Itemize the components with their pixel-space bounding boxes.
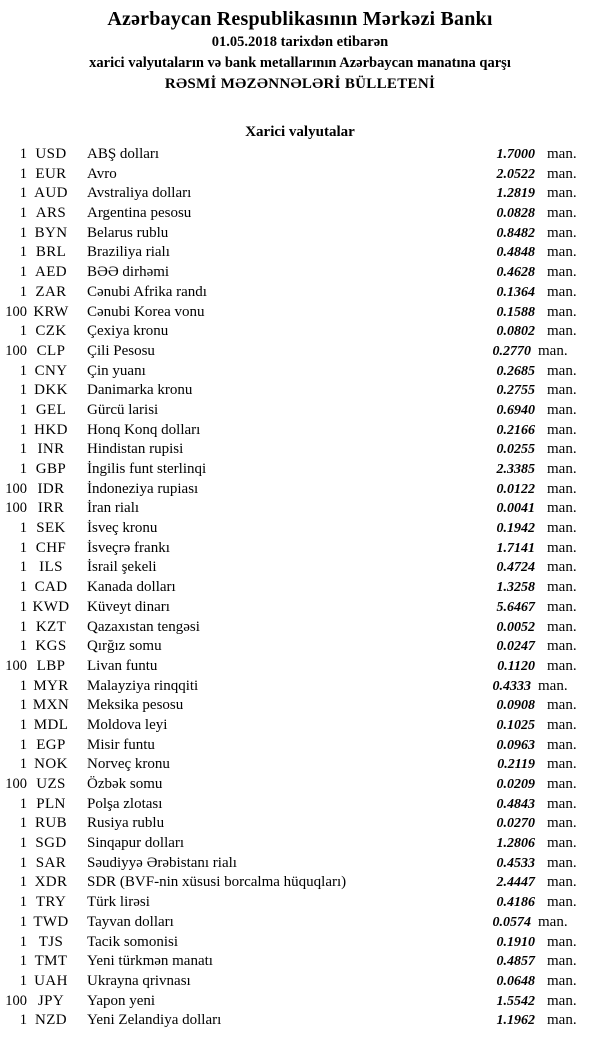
currency-name: İsveç kronu	[87, 520, 158, 537]
quantity: 1	[19, 953, 27, 970]
quantity: 1	[19, 382, 27, 399]
document-subtitle: xarici valyutaların və bank metallarının Azərbaycan manatına qarşı	[89, 55, 511, 71]
unit-label: man.	[547, 441, 577, 458]
unit-label: man.	[547, 362, 577, 379]
currency-code: CNY	[34, 362, 68, 379]
unit-label: man.	[547, 795, 577, 812]
rate-row	[0, 480, 600, 500]
rate-value: 0.4848	[496, 245, 535, 261]
rate-row	[0, 736, 600, 756]
quantity: 1	[19, 362, 27, 379]
rate-value: 0.0122	[496, 481, 535, 497]
currency-code: MYR	[33, 677, 69, 694]
unit-label: man.	[547, 382, 577, 399]
rate-value: 0.2770	[492, 343, 531, 359]
rate-row	[0, 873, 600, 893]
currency-code: AUD	[34, 185, 68, 202]
unit-label: man.	[547, 461, 577, 477]
quantity: 1	[19, 618, 27, 635]
rate-row	[0, 322, 600, 342]
unit-label: man.	[538, 342, 568, 359]
quantity: 1	[19, 441, 27, 458]
currency-code: ZAR	[35, 283, 67, 300]
rate-value: 0.1588	[496, 304, 535, 320]
rate-row	[0, 243, 600, 263]
rate-value: 1.1962	[496, 1013, 535, 1029]
unit-label: man.	[547, 835, 577, 852]
currency-code: SGD	[35, 835, 67, 852]
currency-name: Hindistan rupisi	[87, 441, 184, 458]
currency-name: Honq Konq dolları	[87, 421, 201, 438]
unit-label: man.	[547, 874, 577, 891]
rates-table	[0, 145, 600, 1031]
currency-code: TWD	[33, 913, 69, 930]
currency-code: BRL	[35, 244, 67, 261]
currency-code: TRY	[35, 894, 67, 911]
currency-name: Çin yuanı	[87, 362, 146, 379]
rate-row	[0, 381, 600, 401]
unit-label: man.	[547, 854, 577, 871]
currency-name: İndoneziya rupiası	[87, 480, 199, 497]
quantity: 1	[19, 894, 27, 911]
rate-row	[0, 716, 600, 736]
quantity: 1	[19, 835, 27, 852]
currency-code: KGS	[35, 638, 67, 655]
rate-value: 0.0648	[496, 973, 535, 989]
rate-value: 0.4533	[496, 855, 535, 871]
unit-label: man.	[547, 736, 577, 753]
rate-row	[0, 893, 600, 913]
currency-name: Yapon yeni	[87, 992, 156, 1009]
rate-row	[0, 834, 600, 854]
quantity: 1	[19, 1012, 27, 1029]
currency-code: KRW	[33, 303, 69, 320]
quantity: 1	[19, 559, 27, 576]
quantity: 1	[19, 579, 27, 596]
quantity: 1	[19, 736, 27, 753]
rate-row	[0, 539, 600, 559]
currency-code: UZS	[36, 776, 66, 792]
currency-name: Argentina pesosu	[87, 205, 192, 222]
currency-code: ARS	[35, 205, 67, 222]
quantity: 100	[5, 342, 27, 359]
currency-name: Avstraliya dolları	[87, 185, 192, 202]
rate-value: 0.2685	[496, 363, 535, 379]
rate-row	[0, 224, 600, 244]
rate-row	[0, 814, 600, 834]
unit-label: man.	[547, 146, 577, 162]
quantity: 100	[5, 480, 27, 497]
quantity: 100	[5, 657, 27, 674]
unit-label: man.	[547, 598, 577, 615]
currency-name: Yeni türkmən manatı	[87, 953, 213, 970]
unit-label: man.	[547, 323, 577, 340]
quantity: 1	[19, 972, 27, 989]
rate-value: 0.0574	[492, 914, 531, 930]
quantity: 1	[19, 165, 27, 182]
rate-row	[0, 401, 600, 421]
currency-name: Belarus rublu	[87, 224, 169, 241]
unit-label: man.	[547, 185, 577, 202]
unit-label: man.	[547, 657, 577, 674]
rate-row	[0, 578, 600, 598]
rate-value: 0.1120	[497, 658, 535, 674]
rate-row	[0, 303, 600, 323]
currency-name: Çexiya kronu	[87, 323, 169, 340]
rate-row	[0, 913, 600, 933]
unit-label: man.	[547, 638, 577, 655]
rate-value: 0.4628	[496, 265, 535, 281]
rate-row	[0, 598, 600, 618]
unit-label: man.	[538, 677, 568, 694]
currency-name: Misir funtu	[87, 736, 155, 753]
quantity: 100	[5, 500, 27, 517]
currency-name: Braziliya rialı	[87, 244, 170, 261]
quantity: 1	[19, 185, 27, 202]
currency-name: Yeni Zelandiya dolları	[87, 1012, 222, 1029]
currency-code: SAR	[35, 854, 67, 871]
currency-name: İran rialı	[87, 500, 140, 517]
quantity: 1	[19, 756, 27, 773]
currency-code: TMT	[34, 953, 68, 970]
currency-name: Tayvan dolları	[87, 913, 174, 930]
quantity: 1	[19, 598, 27, 615]
currency-code: LBP	[36, 657, 66, 674]
rate-row	[0, 933, 600, 953]
currency-name: İsrail şekeli	[87, 559, 157, 576]
unit-label: man.	[547, 480, 577, 497]
effective-date-line: 01.05.2018 tarixdən etibarən	[211, 34, 389, 50]
currency-name: Polşa zlotası	[87, 795, 163, 812]
rate-value: 2.0522	[496, 166, 535, 182]
currency-code: CLP	[36, 342, 66, 359]
rate-value: 0.1025	[496, 717, 535, 733]
rate-value: 0.0270	[496, 816, 535, 832]
rate-row	[0, 755, 600, 775]
currency-name: Səudiyyə Ərəbistanı rialı	[87, 854, 237, 871]
rate-row	[0, 618, 600, 638]
currency-name: Malayziya rinqqiti	[87, 677, 199, 694]
currency-code: USD	[35, 146, 67, 162]
currency-name: Kanada dolları	[87, 579, 176, 596]
bank-title: Azərbaycan Respublikasının Mərkəzi Bankı	[107, 8, 493, 30]
quantity: 1	[19, 697, 27, 714]
currency-name: Qazaxıstan tengəsi	[87, 618, 200, 635]
rate-row	[0, 952, 600, 972]
rate-value: 1.2819	[496, 186, 535, 202]
rate-row	[0, 972, 600, 992]
currency-code: EUR	[35, 165, 67, 182]
currency-code: UAH	[34, 972, 68, 989]
currency-name: Özbək somu	[87, 776, 163, 792]
rate-value: 0.4857	[496, 954, 535, 970]
currency-name: Meksika pesosu	[87, 697, 184, 714]
quantity: 1	[19, 815, 27, 832]
rate-value: 0.0802	[496, 324, 535, 340]
unit-label: man.	[547, 303, 577, 320]
unit-label: man.	[547, 401, 577, 418]
unit-label: man.	[547, 579, 577, 596]
currency-code: IRR	[37, 500, 65, 517]
currency-code: TJS	[38, 933, 64, 950]
quantity: 100	[5, 992, 27, 1009]
rate-value: 0.1942	[496, 521, 535, 537]
currency-name: İngilis funt sterlinqi	[87, 461, 207, 477]
rate-row	[0, 440, 600, 460]
currency-name: Qırğız somu	[87, 638, 162, 655]
rate-value: 0.4724	[496, 560, 535, 576]
rate-row	[0, 283, 600, 303]
rate-value: 0.1364	[496, 284, 535, 300]
quantity: 1	[19, 539, 27, 556]
unit-label: man.	[547, 933, 577, 950]
unit-label: man.	[547, 165, 577, 182]
currency-name: Cənubi Afrika randı	[87, 283, 207, 300]
rate-row	[0, 499, 600, 519]
currency-name: BƏƏ dirhəmi	[87, 264, 170, 281]
currency-name: Norveç kronu	[87, 756, 170, 773]
rate-value: 0.4843	[496, 796, 535, 812]
rate-value: 0.4333	[492, 678, 531, 694]
rate-row	[0, 657, 600, 677]
unit-label: man.	[547, 756, 577, 773]
rate-value: 0.0255	[496, 442, 535, 458]
currency-code: IDR	[37, 480, 65, 497]
unit-label: man.	[547, 500, 577, 517]
unit-label: man.	[538, 913, 568, 930]
rate-value: 0.0963	[496, 737, 535, 753]
unit-label: man.	[547, 283, 577, 300]
quantity: 1	[19, 913, 27, 930]
rate-row	[0, 696, 600, 716]
currency-code: MXN	[32, 697, 70, 714]
rate-value: 0.2119	[497, 757, 535, 773]
rate-row	[0, 362, 600, 382]
currency-code: MDL	[33, 716, 69, 733]
quantity: 1	[19, 933, 27, 950]
rate-value: 5.6467	[496, 599, 535, 615]
rate-row	[0, 775, 600, 795]
quantity: 1	[19, 461, 27, 477]
unit-label: man.	[547, 697, 577, 714]
rate-row	[0, 165, 600, 185]
rate-value: 0.0828	[496, 206, 535, 222]
quantity: 1	[19, 283, 27, 300]
quantity: 1	[19, 244, 27, 261]
rate-value: 0.0209	[496, 777, 535, 792]
quantity: 1	[19, 421, 27, 438]
currency-code: GEL	[35, 401, 67, 418]
currency-code: AED	[34, 264, 68, 281]
rate-value: 0.0247	[496, 639, 535, 655]
currency-name: SDR (BVF-nin xüsusi borcalma hüquqları)	[87, 874, 347, 891]
currency-code: BYN	[34, 224, 68, 241]
unit-label: man.	[547, 224, 577, 241]
rate-value: 1.7000	[496, 147, 535, 162]
rate-row	[0, 519, 600, 539]
quantity: 1	[19, 264, 27, 281]
currency-code: INR	[37, 441, 65, 458]
rate-value: 1.3258	[496, 580, 535, 596]
quantity: 100	[5, 776, 27, 792]
rate-value: 0.6940	[496, 402, 535, 418]
currency-name: Avro	[87, 165, 117, 182]
currency-code: RUB	[34, 815, 68, 832]
currency-code: CHF	[35, 539, 67, 556]
rate-row	[0, 1011, 600, 1031]
bulletin-title: RƏSMİ MƏZƏNNƏLƏRİ BÜLLETENİ	[164, 76, 436, 92]
currency-code: DKK	[34, 382, 68, 399]
unit-label: man.	[547, 520, 577, 537]
unit-label: man.	[547, 716, 577, 733]
rate-value: 0.0041	[496, 501, 535, 517]
quantity: 1	[19, 205, 27, 222]
rate-row	[0, 795, 600, 815]
rate-value: 2.4447	[496, 875, 535, 891]
unit-label: man.	[547, 244, 577, 261]
currency-code: ILS	[39, 559, 63, 576]
rate-value: 0.0052	[496, 619, 535, 635]
currency-name: Sinqapur dolları	[87, 835, 185, 852]
rate-row	[0, 992, 600, 1012]
unit-label: man.	[547, 992, 577, 1009]
rate-value: 0.0908	[496, 698, 535, 714]
currency-code: JPY	[37, 992, 65, 1009]
currency-code: CAD	[34, 579, 68, 596]
currency-code: XDR	[34, 874, 68, 891]
currency-name: Çili Pesosu	[87, 342, 155, 359]
unit-label: man.	[547, 421, 577, 438]
rate-value: 0.1910	[496, 934, 535, 950]
unit-label: man.	[547, 264, 577, 281]
currency-name: Ukrayna qrivnası	[87, 972, 191, 989]
currency-name: Tacik somonisi	[87, 933, 179, 950]
rate-row	[0, 204, 600, 224]
currency-name: ABŞ dolları	[87, 146, 160, 162]
rate-value: 1.7141	[496, 540, 535, 556]
rate-value: 0.8482	[496, 225, 535, 241]
currency-code: KZT	[35, 618, 67, 635]
quantity: 1	[19, 854, 27, 871]
quantity: 1	[19, 520, 27, 537]
rate-row	[0, 637, 600, 657]
quantity: 1	[19, 795, 27, 812]
unit-label: man.	[547, 1012, 577, 1029]
currency-name: Türk lirəsi	[87, 894, 150, 911]
currency-name: Danimarka kronu	[87, 382, 193, 399]
currency-code: NZD	[34, 1012, 68, 1029]
rate-row	[0, 184, 600, 204]
quantity: 1	[19, 401, 27, 418]
rate-value: 1.2806	[496, 836, 535, 852]
quantity: 1	[19, 146, 27, 162]
rate-value: 1.5542	[496, 993, 535, 1009]
rate-row	[0, 677, 600, 697]
unit-label: man.	[547, 815, 577, 832]
currency-code: NOK	[34, 756, 68, 773]
quantity: 1	[19, 874, 27, 891]
unit-label: man.	[547, 776, 577, 792]
unit-label: man.	[547, 539, 577, 556]
currency-name: Livan funtu	[87, 657, 158, 674]
unit-label: man.	[547, 894, 577, 911]
currency-name: Küveyt dinarı	[87, 598, 170, 615]
currency-name: Moldova leyi	[87, 716, 168, 733]
quantity: 1	[19, 716, 27, 733]
rate-value: 0.2166	[496, 422, 535, 438]
currency-name: Rusiya rublu	[87, 815, 165, 832]
currency-code: CZK	[35, 323, 67, 340]
unit-label: man.	[547, 205, 577, 222]
document-header	[0, 0, 600, 95]
rate-row	[0, 145, 600, 165]
quantity: 1	[19, 323, 27, 340]
currency-name: İsveçrə frankı	[87, 539, 170, 556]
unit-label: man.	[547, 953, 577, 970]
unit-label: man.	[547, 972, 577, 989]
rate-value: 0.2755	[496, 383, 535, 399]
quantity: 1	[19, 677, 27, 694]
unit-label: man.	[547, 618, 577, 635]
section-title-foreign-currencies: Xarici valyutalar	[245, 124, 355, 140]
rate-row	[0, 558, 600, 578]
currency-code: EGP	[36, 736, 66, 753]
rate-value: 0.4186	[496, 895, 535, 911]
currency-code: PLN	[36, 795, 66, 812]
rate-row	[0, 421, 600, 441]
currency-code: KWD	[32, 598, 70, 615]
rate-row	[0, 263, 600, 283]
quantity: 1	[19, 638, 27, 655]
currency-code: HKD	[34, 421, 68, 438]
currency-name: Cənubi Korea vonu	[87, 303, 205, 320]
rate-row	[0, 342, 600, 362]
quantity: 100	[5, 303, 27, 320]
unit-label: man.	[547, 559, 577, 576]
currency-code: GBP	[35, 461, 67, 477]
rate-row	[0, 854, 600, 874]
rate-value: 2.3385	[496, 462, 535, 477]
currency-code: SEK	[36, 520, 66, 537]
quantity: 1	[19, 224, 27, 241]
rate-row	[0, 460, 600, 480]
currency-name: Gürcü larisi	[87, 401, 159, 418]
